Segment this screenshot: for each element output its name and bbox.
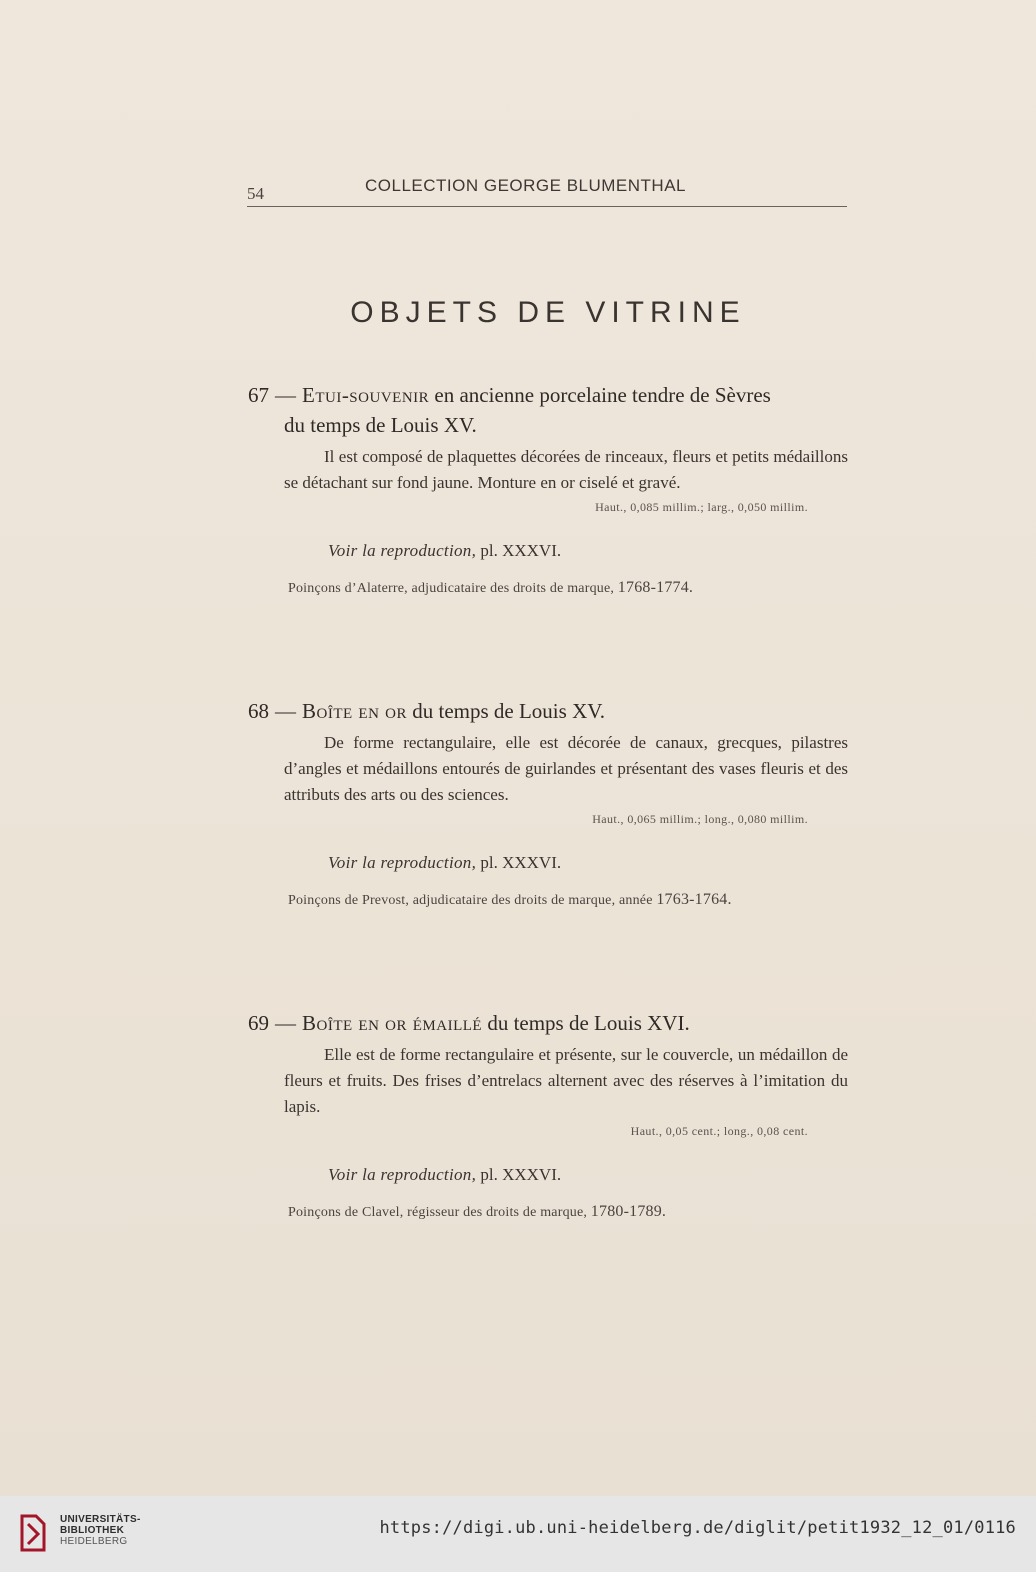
entry-title-smallcaps: Etui-souvenir (302, 383, 430, 407)
hallmarks-years: 1768-1774. (617, 579, 694, 596)
hallmarks-text: Poinçons de Prevost, adjudicataire des droits de marque, année (288, 893, 653, 908)
entry-dimensions: Haut., 0,05 cent.; long., 0,08 cent. (630, 1124, 808, 1138)
entry-heading (248, 380, 848, 440)
catalog-entry-67 (248, 380, 848, 597)
entry-number: 67 (248, 383, 269, 407)
page-header (247, 176, 847, 210)
entry-description: Elle est de forme rectangulaire et présente, sur le couvercle, un médaillon de fleurs et fruits. Des frises d’entrelacs alternent avec des réserves à l’imitation du lapis. (284, 1045, 848, 1116)
entry-title-smallcaps: Boîte en or émaillé (302, 1011, 483, 1035)
library-name-line3: HEIDELBERG (60, 1536, 128, 1547)
entry-dash: — (275, 699, 296, 723)
entry-hallmarks (248, 579, 848, 597)
section-title: OBJETS DE VITRINE (350, 296, 746, 329)
voir-label: Voir la reproduction, (328, 541, 477, 560)
entry-title-smallcaps: Boîte en or (302, 699, 407, 723)
hallmarks-text: Poinçons d’Alaterre, adjudicataire des droits de marque, (288, 581, 615, 596)
voir-label: Voir la reproduction, (328, 1165, 477, 1184)
voir-plate: pl. XXXVI. (480, 1165, 562, 1184)
entry-title-rest: du temps de Louis XVI. (487, 1011, 690, 1035)
entry-reproduction-ref (248, 541, 848, 561)
entry-title-rest: du temps de Louis XV. (412, 699, 605, 723)
viewer-footer (0, 1496, 1036, 1572)
hallmarks-text: Poinçons de Clavel, régisseur des droits de marque, (288, 1205, 588, 1220)
running-title: COLLECTION GEORGE BLUMENTHAL (365, 176, 687, 195)
entry-heading (248, 696, 848, 726)
voir-plate: pl. XXXVI. (480, 853, 562, 872)
catalog-entry-68 (248, 696, 848, 909)
hallmarks-years: 1763-1764. (656, 891, 732, 908)
entry-dimensions: Haut., 0,065 millim.; long., 0,080 millim. (592, 812, 808, 826)
library-name-line1: UNIVERSITÄTS- (60, 1514, 141, 1525)
entry-title-rest: en ancienne porcelaine tendre de Sèvres (434, 383, 771, 407)
entry-hallmarks (248, 891, 848, 909)
library-name-line2: BIBLIOTHEK (60, 1525, 125, 1536)
entry-number: 68 (248, 699, 269, 723)
page-number: 54 (247, 184, 264, 203)
entry-heading (248, 1008, 848, 1038)
entry-dash: — (275, 383, 296, 407)
entry-description: De forme rectangulaire, elle est décorée de canaux, grecques, pilastres d’angles et médaillons entourés de guirlandes et présentant des vases fleuris et des attributs des arts ou des sciences. (284, 733, 848, 804)
hallmarks-years: 1780-1789. (590, 1203, 667, 1220)
catalog-entry-69 (248, 1008, 848, 1221)
library-logo-icon[interactable] (18, 1510, 48, 1556)
entry-number: 69 (248, 1011, 269, 1035)
entry-title-continuation: du temps de Louis XV. (284, 413, 477, 437)
entry-reproduction-ref (248, 1165, 848, 1185)
entry-reproduction-ref (248, 853, 848, 873)
entry-dimensions: Haut., 0,085 millim.; larg., 0,050 millim. (595, 500, 808, 514)
entry-description: Il est composé de plaquettes décorées de rinceaux, fleurs et petits médaillons se détachant sur fond jaune. Monture en or ciselé et gravé. (284, 447, 848, 492)
library-name[interactable] (60, 1514, 141, 1547)
permalink-url[interactable]: https://digi.ub.uni-heidelberg.de/diglit/petit1932_12_01/0116 (379, 1518, 1016, 1538)
voir-plate: pl. XXXVI. (480, 541, 562, 560)
voir-label: Voir la reproduction, (328, 853, 477, 872)
entry-dash: — (275, 1011, 296, 1035)
header-rule (247, 206, 847, 207)
entry-hallmarks (248, 1203, 848, 1221)
